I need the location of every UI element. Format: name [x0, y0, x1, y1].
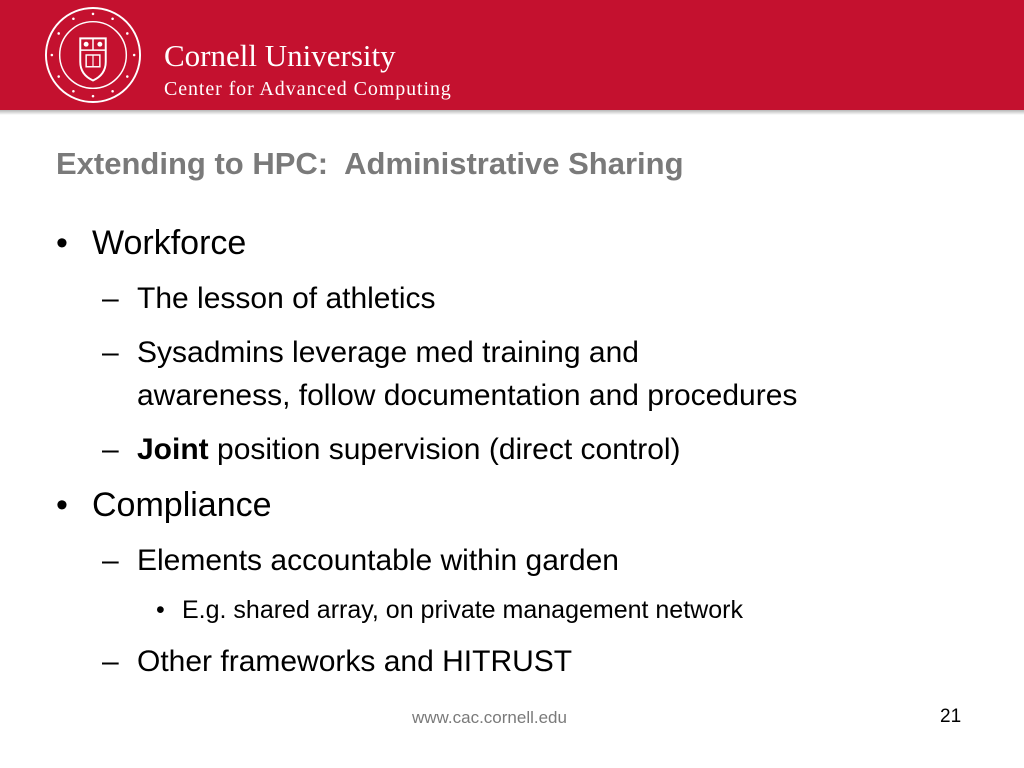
- footer-url: www.cac.cornell.edu: [412, 708, 567, 727]
- dash-marker: –: [102, 433, 119, 466]
- bullet-text: Elements accountable within garden: [137, 544, 619, 577]
- bullet-text: Workforce: [92, 224, 247, 262]
- dash-marker: –: [102, 282, 119, 315]
- subbullet-athletics: [102, 282, 436, 316]
- page-number: 21: [940, 706, 962, 727]
- bullet-bold-text: Joint: [137, 433, 209, 466]
- dash-marker: –: [102, 336, 119, 369]
- subbullet-frameworks: [102, 645, 572, 679]
- university-name: Cornell University: [164, 38, 396, 73]
- bullet-text: Sysadmins leverage med training and: [137, 336, 639, 369]
- bullet-marker: •: [56, 486, 68, 524]
- bullet-text: Other frameworks and HITRUST: [137, 645, 573, 678]
- bullet-marker: •: [156, 596, 165, 624]
- bullet-marker: •: [56, 224, 68, 262]
- subbullet-sysadmins-continuation: awareness, follow documentation and procedures: [137, 379, 798, 412]
- center-name: Center for Advanced Computing: [164, 78, 452, 100]
- bullet-workforce: [56, 224, 246, 263]
- bullet-compliance: [56, 486, 272, 525]
- subsubbullet-shared-array: [156, 596, 743, 625]
- subbullet-elements: [102, 544, 619, 578]
- dash-marker: –: [102, 544, 119, 577]
- subbullet-sysadmins: [102, 336, 639, 370]
- cornell-seal-logo: [44, 6, 142, 104]
- dash-marker: –: [102, 645, 119, 678]
- banner-shadow: [0, 110, 1024, 115]
- subbullet-joint: [102, 433, 681, 467]
- bullet-text: The lesson of athletics: [137, 282, 436, 315]
- header-banner: [0, 0, 1024, 110]
- slide-title: Extending to HPC: Administrative Sharing: [56, 146, 684, 181]
- bullet-text: E.g. shared array, on private management network: [182, 596, 743, 624]
- bullet-text: position supervision (direct control): [208, 433, 681, 466]
- bullet-text: Compliance: [92, 486, 272, 524]
